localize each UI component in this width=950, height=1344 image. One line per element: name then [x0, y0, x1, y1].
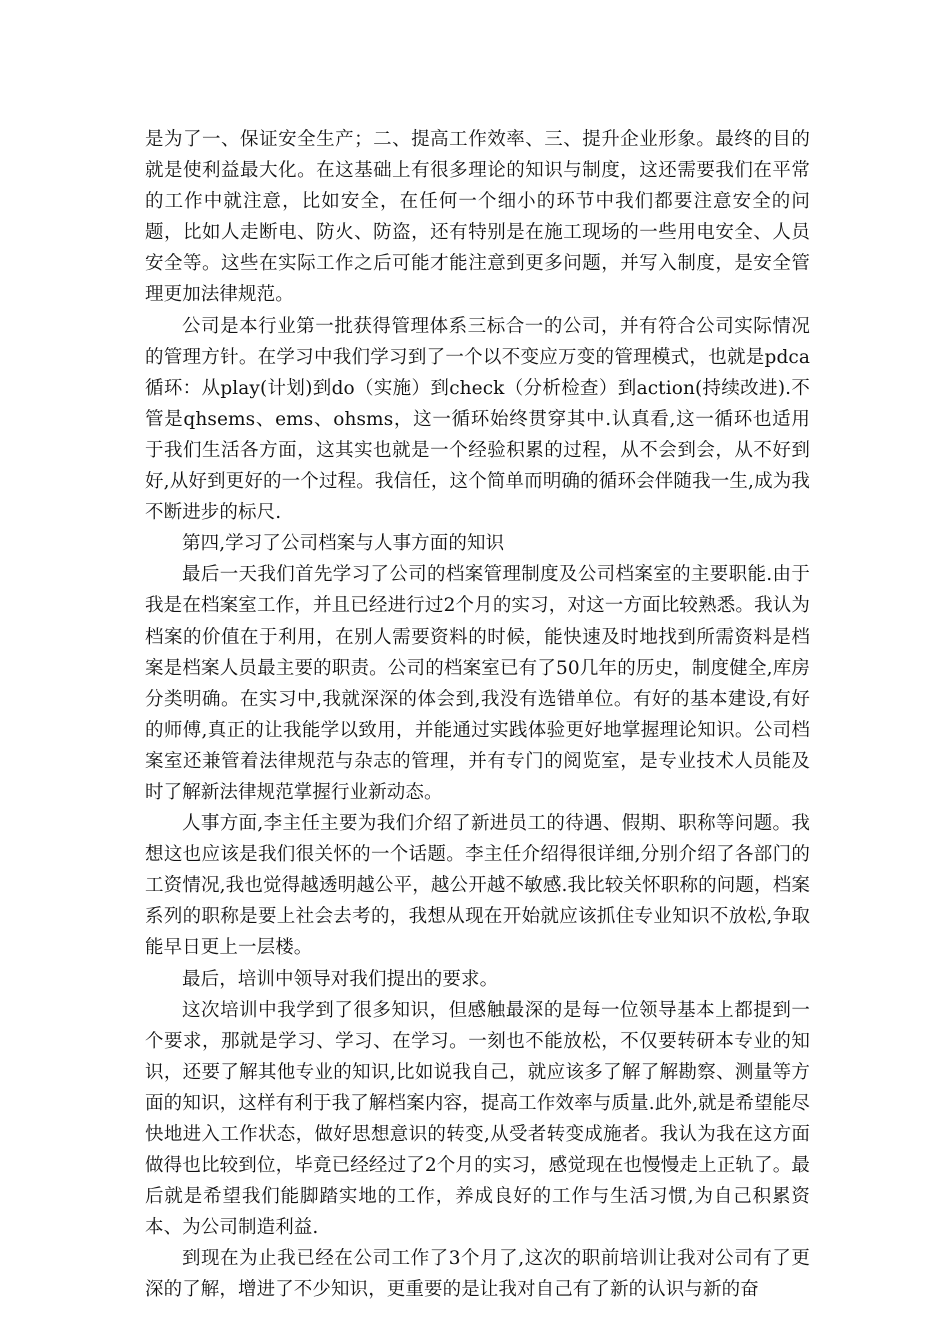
- paragraph-1: 是为了一、保证安全生产；二、提高工作效率、三、提升企业形象。最终的目的就是使利益最大化。在这基础上有很多理论的知识与制度，这还需要我们在平常的工作中就注意，比如安全，在任何一个细小的环节中我们都要注意安全的问题，比如人走断电、防火、防盗，还有特别是在施工现场的一些用电安全、人员安全等。这些在实际工作之后可能才能注意到更多问题，并写入制度，是安全管理更加法律规范。: [145, 129, 810, 306]
- paragraph-2: 公司是本行业第一批获得管理体系三标合一的公司，并有符合公司实际情况的管理方针。在学习中我们学习到了一个以不变应万变的管理模式，也就是pdca循环：从play(计划)到do（实施）到check（分析检查）到action(持续改进).不管是qhsems、ems、ohsms，这一循环始终贯穿其中.认真看,这一循环也适用于我们生活各方面，这其实也就是一个经验积累的过程，从不会到会，从不好到好,从好到更好的一个过程。我信任，这个简单而明确的循环会伴随我一生,成为我不断进步的标尺.: [145, 315, 810, 524]
- paragraph-3: 最后一天我们首先学习了公司的档案管理制度及公司档案室的主要职能.由于我是在档案室工作，并且已经进行过2个月的实习，对这一方面比较熟悉。我认为档案的价值在于利用，在别人需要资料的时候，能快速及时地找到所需资料是档案是档案人员最主要的职责。公司的档案室已有了50几年的历史，制度健全,库房分类明确。在实习中,我就深深的体会到,我没有选错单位。有好的基本建设,有好的师傅,真正的让我能学以致用，并能通过实践体验更好地掌握理论知识。公司档案室还兼管着法律规范与杂志的管理，并有专门的阅览室，是专业技术人员能及时了解新法律规范掌握行业新动态。: [145, 564, 810, 803]
- paragraph-6: 这次培训中我学到了很多知识，但感触最深的是每一位领导基本上都提到一个要求，那就是学习、学习、在学习。一刻也不能放松，不仅要转研本专业的知识，还要了解其他专业的知识,比如说我自己，就应该多了解了解勘察、测量等方面的知识，这样有利于我了解档案内容，提高工作效率与质量.此外,就是希望能尽快地进入工作状态，做好思想意识的转变,从受者转变成施者。我认为我在这方面做得也比较到位，毕竟已经经过了2个月的实习，感觉现在也慢慢走上正轨了。最后就是希望我们能脚踏实地的工作，养成良好的工作与生活习惯,为自己积累资本、为公司制造利益.: [145, 999, 810, 1239]
- document-body: [145, 124, 810, 1306]
- paragraph-5: 最后，培训中领导对我们提出的要求。: [182, 968, 499, 990]
- section-heading: 第四,学习了公司档案与人事方面的知识: [182, 533, 505, 555]
- paragraph-7: 到现在为止我已经在公司工作了3个月了,这次的职前培训让我对公司有了更深的了解，增进了不少知识，更重要的是让我对自己有了新的认识与新的奋: [145, 1248, 810, 1301]
- paragraph-4: 人事方面,李主任主要为我们介绍了新进员工的待遇、假期、职称等问题。我想这也应该是我们很关怀的一个话题。李主任介绍得很详细,分别介绍了各部门的工资情况,我也觉得越透明越公平，越公开越不敏感.我比较关怀职称的问题，档案系列的职称是要上社会去考的，我想从现在开始就应该抓住专业知识不放松,争取能早日更上一层楼。: [145, 813, 810, 959]
